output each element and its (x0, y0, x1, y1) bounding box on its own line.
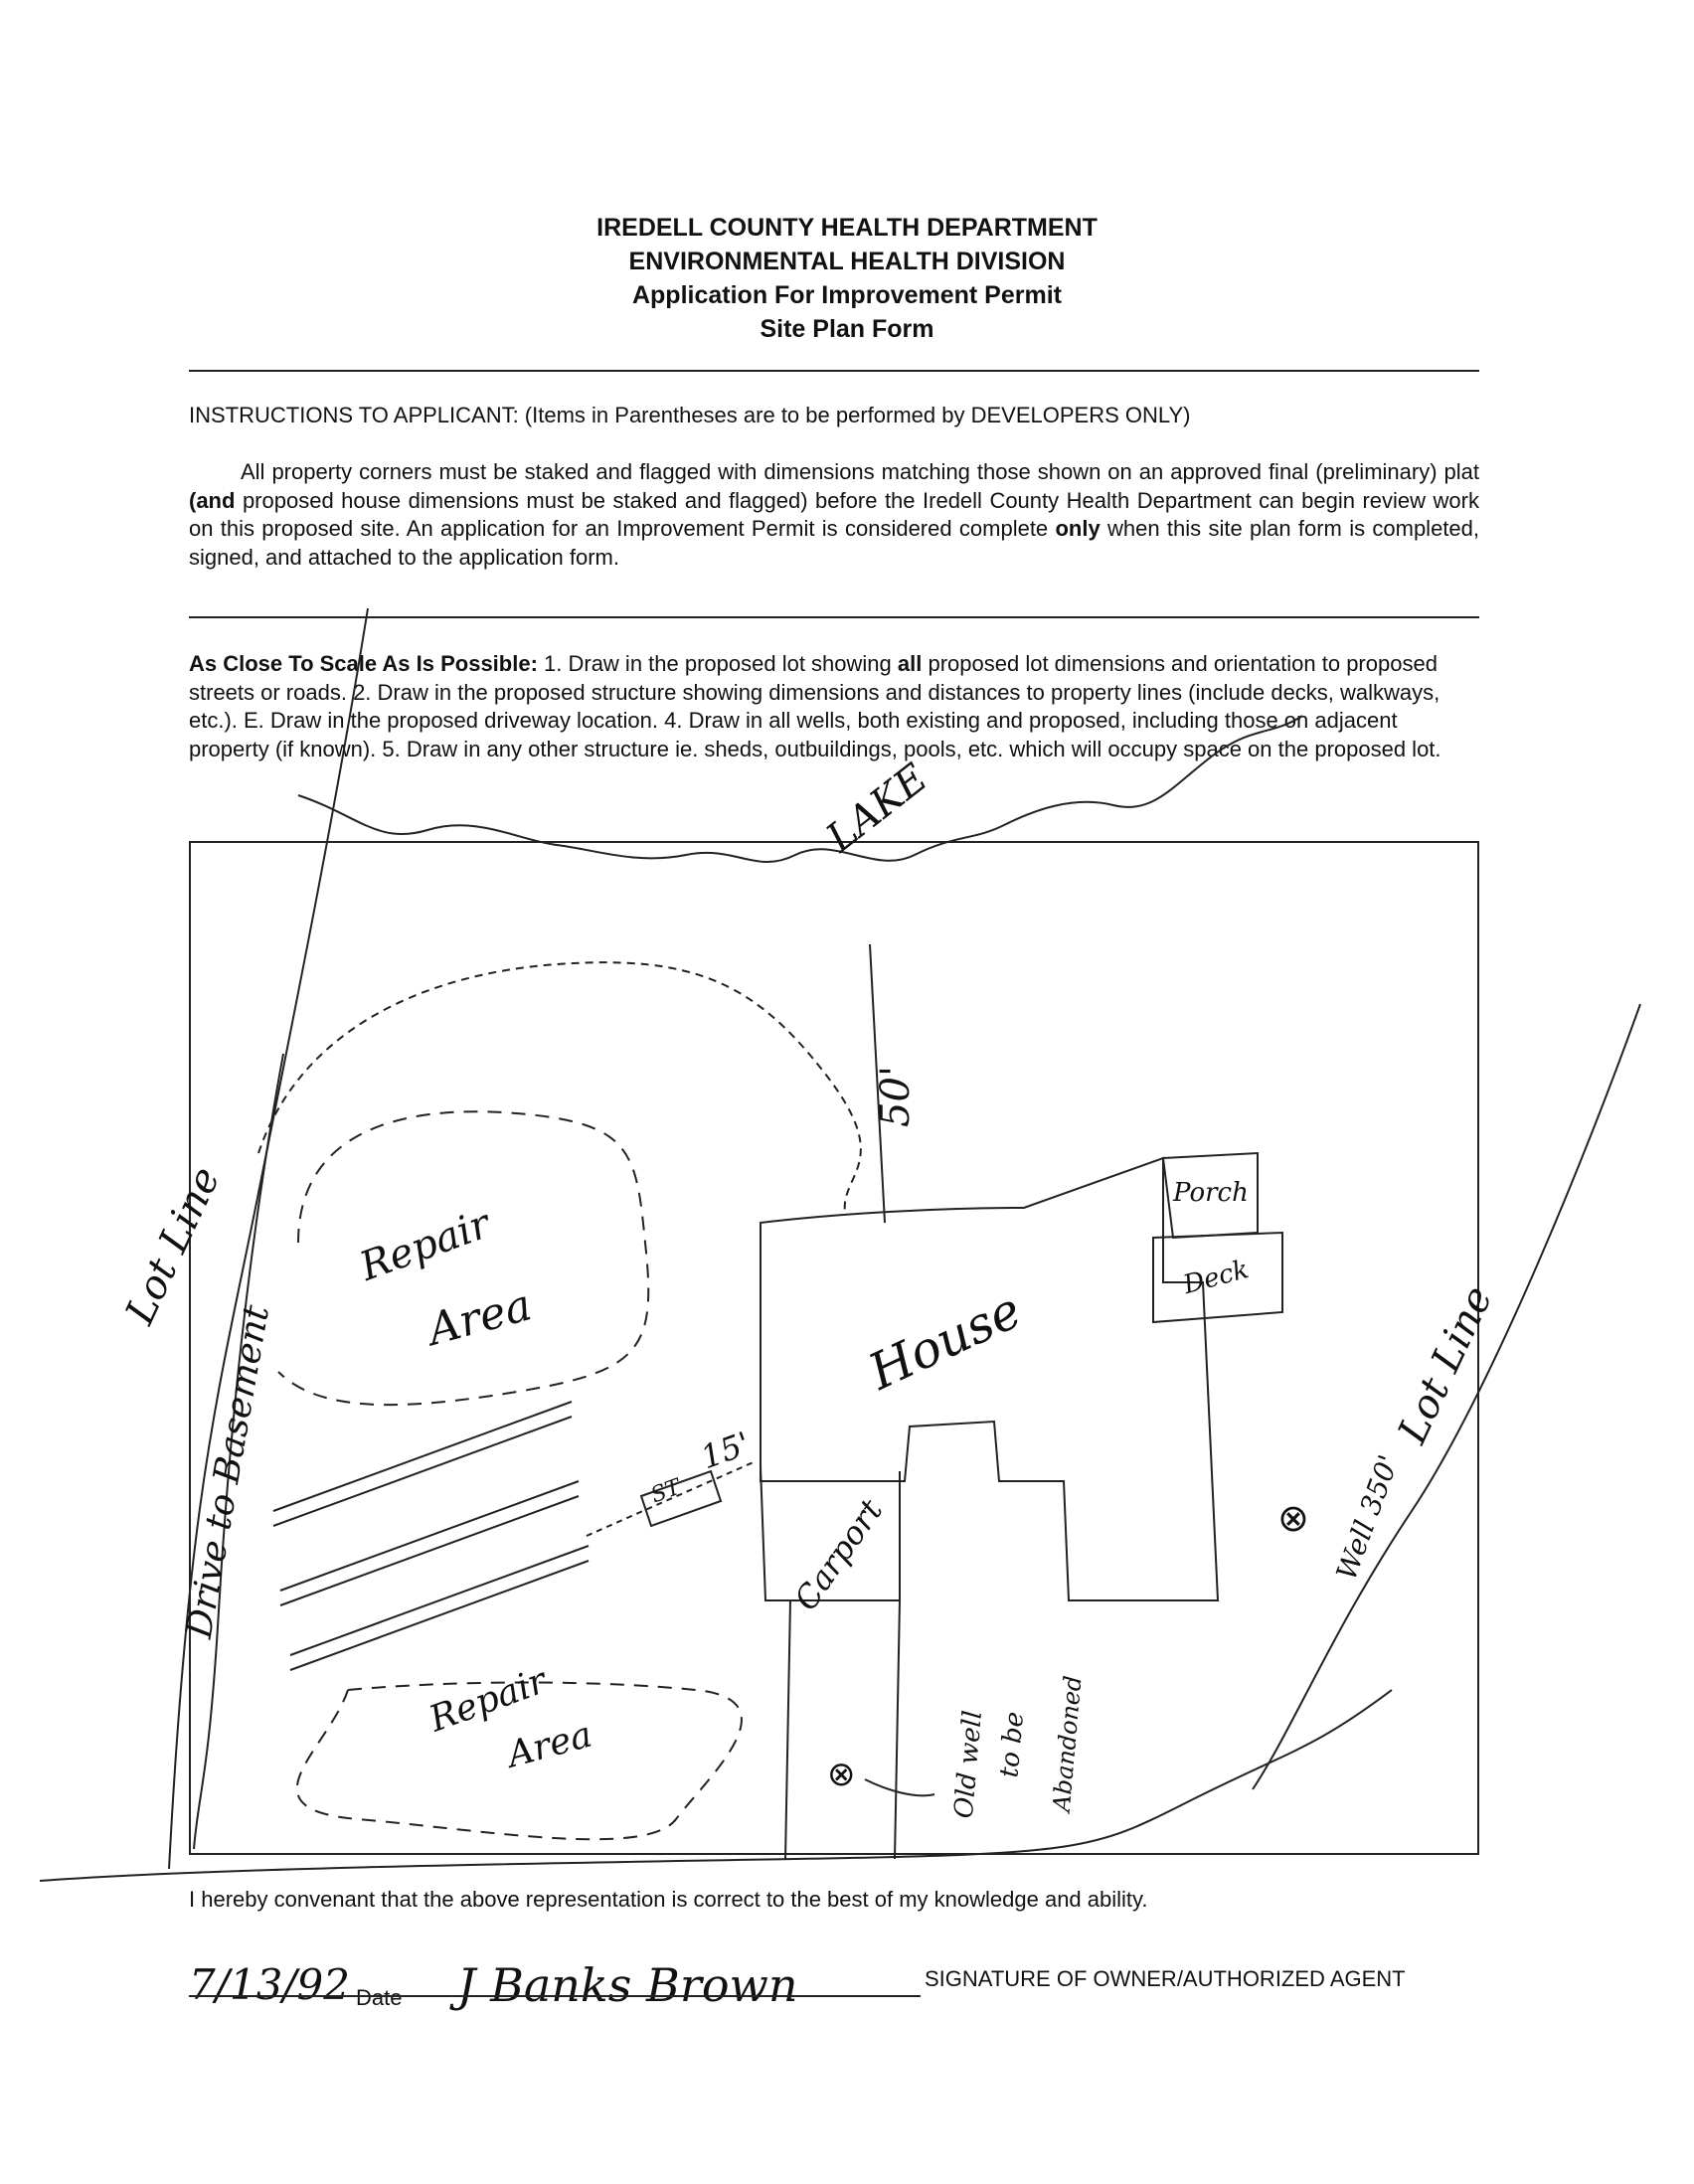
date-value: 7/13/92 (189, 1960, 350, 2009)
covenant-statement: I hereby convenant that the above representation is correct to the best of my knowledge and ability. (189, 1887, 1148, 1912)
division-title: ENVIRONMENTAL HEALTH DIVISION (628, 248, 1066, 275)
date-underline (189, 1995, 437, 1997)
signature-line (457, 1958, 798, 2020)
carport-drive (785, 1600, 900, 1859)
well-bottom-icon: ⊗ (827, 1755, 856, 1794)
existing-well-label-3: Abandoned (1047, 1674, 1088, 1813)
date-line (189, 1960, 403, 2015)
form-title: Site Plan Form (760, 315, 934, 343)
drive-label: Drive to Basement (178, 1301, 278, 1642)
septic-tank-label: ST (647, 1474, 685, 1509)
signature-value: J Banks Brown (457, 1958, 798, 2012)
deck-label: Deck (1180, 1254, 1253, 1301)
lot-line-left-label: Lot Line (116, 1160, 230, 1331)
instructions-heading: INSTRUCTIONS TO APPLICANT: (Items in Parentheses are to be performed by DEVELOPERS ONLY) (189, 403, 1191, 427)
repair-area-1-label-1: Repair (354, 1201, 496, 1290)
scale-text-2: proposed lot dimensions and orientation to proposed streets or roads. 2. Draw in the proposed structure showing dimensions and distances to property lines (include decks, walkways, etc.). E. Draw in the proposed driveway location. 4. Draw in all wells, both existing and proposed, including those on adjacent property (if known). 5. Draw in any other structure ie. sheds, outbuildings, pools, etc. which will occupy space on the proposed lot. (189, 651, 1441, 761)
carport-label: Carport (786, 1492, 891, 1617)
instructions-bold-only: only (1055, 516, 1101, 541)
bottom-boundary (40, 1690, 1392, 1881)
signature-label: SIGNATURE OF OWNER/AUTHORIZED AGENT (925, 1966, 1406, 1991)
application-title: Application For Improvement Permit (631, 281, 1062, 309)
instructions-text-1: All property corners must be staked and flagged with dimensions matching those shown on an approved final (preliminary) plat (241, 459, 1479, 484)
scale-text-1: 1. Draw in the proposed lot showing (537, 651, 898, 676)
instructions-bold-and: (and (189, 487, 236, 513)
repair-area-2-label-2: Area (503, 1714, 596, 1776)
scale-bold-all: all (897, 651, 923, 676)
distance-50-label: 50' (872, 1066, 919, 1127)
instructions-text-3: when this site plan form is completed, signed, and attached to the application form. (189, 516, 1479, 570)
distance-15-label: 15' (695, 1424, 756, 1477)
porch-label: Porch (1173, 1178, 1249, 1208)
trench-line-2 (280, 1481, 579, 1605)
trench-line-3 (290, 1546, 589, 1670)
scale-lead: As Close To Scale As Is Possible: (189, 651, 538, 676)
house-label: House (860, 1280, 1030, 1402)
instructions-text-2: proposed house dimensions must be staked and flagged) before the Iredell County Health Department can begin review work on this proposed site. An application for an Improvement Permit is considered complete (189, 487, 1479, 541)
existing-well-label-2: to be (994, 1710, 1031, 1779)
repair-boundary-outer (258, 962, 861, 1213)
existing-well-label-1: Old well (948, 1709, 989, 1820)
lot-line-right-label: Lot Line (1389, 1279, 1502, 1450)
department-title: IREDELL COUNTY HEALTH DEPARTMENT (596, 214, 1098, 242)
trench-line-1 (273, 1402, 572, 1526)
well-right-icon: ⊗ (1277, 1496, 1309, 1540)
repair-area-1-label-2: Area (423, 1279, 537, 1356)
well-right-label: Well 350' (1329, 1450, 1406, 1585)
date-label: Date (356, 1985, 403, 2010)
repair-area-2-label-1: Repair (424, 1660, 552, 1741)
signature-underline (437, 1995, 921, 1997)
old-well-line (865, 1779, 934, 1795)
repair-area-1-outline (278, 1111, 648, 1405)
lake-label: LAKE (817, 755, 936, 862)
lake-shoreline (298, 716, 1302, 862)
